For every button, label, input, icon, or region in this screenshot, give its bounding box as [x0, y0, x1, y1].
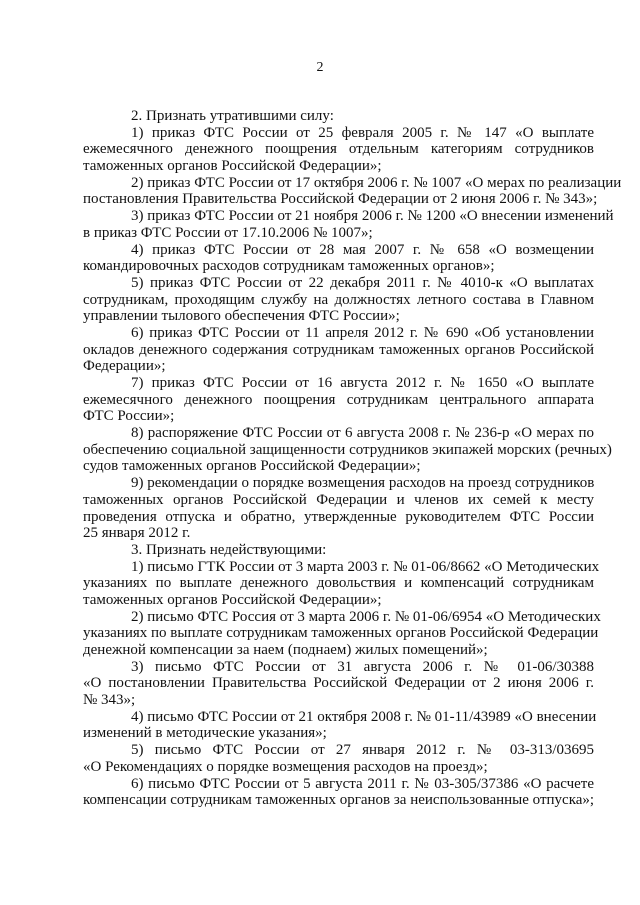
text-line: 7) приказ ФТС России от 16 августа 2012 г. № 1650 «О выплате [131, 375, 594, 391]
text-line: 4) приказ ФТС России от 28 мая 2007 г. № 658 «О возмещении [131, 241, 594, 258]
paragraph [83, 242, 594, 275]
text-line: ФТС России»; [83, 408, 175, 425]
text-line: 5) приказ ФТС России от 22 декабря 2011 г. № 4010-к «О выплатах [131, 274, 594, 291]
paragraph [83, 608, 601, 659]
text-line: 1) письмо ГТК России от 3 марта 2003 г. № 01-06/8662 «О Методических [131, 558, 600, 575]
text-line: сотрудникам, проходящим службу на должностях летного состава в Главном [83, 291, 594, 308]
text-line: в приказ ФТС России от 17.10.2006 № 1007»; [83, 224, 373, 241]
text-line: командировочных расходов сотрудникам таможенных органов»; [83, 258, 495, 275]
text-line: указаниях по выплате сотрудникам таможенных органов Российской Федерации [83, 625, 599, 642]
text-line: 3) приказ ФТС России от 21 ноября 2006 г. № 1200 «О внесении изменений [131, 208, 614, 225]
text-line: денежной компенсации за наем (поднаем) жилых помещений»; [83, 642, 488, 658]
text-line: обеспечению социальной защищенности сотрудников экипажей морских (речных) [83, 441, 612, 458]
paragraph [83, 108, 594, 125]
text-line: 4) письмо ФТС России от 21 октября 2008 г. № 01-11/43989 «О внесении [131, 708, 597, 725]
text-line: 8) распоряжение ФТС России от 6 августа 2008 г. № 236-р «О мерах по [131, 425, 594, 442]
text-line: указаниях по выплате денежного довольствия и компенсаций сотрудникам [83, 575, 594, 592]
text-line: 3) письмо ФТС России от 31 августа 2006 г. № 01-06/30388 [131, 658, 594, 675]
text-line: окладов денежного содержания сотрудникам таможенных органов Российской [83, 341, 594, 358]
paragraph [83, 659, 594, 709]
paragraph [83, 325, 594, 375]
text-line: 2. Признать утратившими силу: [131, 108, 334, 124]
text-line: управлении тылового обеспечения ФТС России»; [83, 308, 400, 325]
text-line: постановления Правительства Российской Федерации от 2 июня 2006 г. № 343»; [83, 191, 598, 208]
text-line: изменений в методические указания»; [83, 725, 327, 742]
text-line: 2) приказ ФТС России от 17 октября 2006 г. № 1007 «О мерах по реализации [131, 174, 622, 191]
paragraph [83, 558, 600, 609]
paragraph [83, 475, 594, 542]
paragraph [83, 125, 594, 175]
paragraph [83, 742, 594, 775]
text-line: «О постановлении Правительства Российской Федерации от 2 июня 2006 г. [83, 675, 594, 692]
paragraph [83, 208, 614, 241]
text-line: ежемесячного денежного поощрения отдельным категориям сотрудников [83, 141, 594, 158]
paragraph [83, 708, 597, 742]
text-line: 5) письмо ФТС России от 27 января 2012 г. № 03-313/03695 [131, 742, 594, 759]
text-line: компенсации сотрудникам таможенных органов за неиспользованные отпуска»; [83, 792, 595, 809]
text-line: ежемесячного денежного поощрения сотрудникам центрального аппарата [83, 391, 594, 408]
paragraph [83, 776, 594, 809]
text-line: 25 января 2012 г. [83, 525, 191, 542]
text-line: 1) приказ ФТС России от 25 февраля 2005 г. № 147 «О выплате [131, 124, 594, 141]
paragraph [83, 275, 594, 325]
text-line: проведения отпуска и обратно, утвержденные руководителем ФТС России [83, 508, 594, 525]
text-line: 6) письмо ФТС России от 5 августа 2011 г. № 03-305/37386 «О расчете [131, 775, 594, 792]
text-line: 6) приказ ФТС России от 11 апреля 2012 г. № 690 «Об установлении [131, 324, 594, 341]
text-line: 9) рекомендации о порядке возмещения расходов на проезд сотрудников [131, 475, 595, 492]
document-body [83, 108, 622, 809]
paragraph [83, 174, 622, 208]
text-line: 2) письмо ФТС Россия от 3 марта 2006 г. № 01-06/6954 «О Методических [131, 608, 601, 625]
page-number: 2 [316, 60, 324, 75]
paragraph [83, 375, 594, 425]
paragraph [83, 425, 612, 475]
text-line: 3. Признать недействующими: [131, 541, 327, 558]
text-line: таможенных органов Российской Федерации»; [83, 158, 382, 175]
text-line: № 343»; [83, 692, 136, 709]
text-line: судов таможенных органов Российской Федерации»; [83, 458, 421, 475]
text-line: таможенных органов Российской Федерации»; [83, 591, 382, 608]
paragraph [83, 542, 594, 559]
text-line: таможенных органов Российской Федерации и членов их семей к месту [83, 491, 594, 508]
text-line: «О Рекомендациях о порядке возмещения расходов на проезд»; [83, 758, 488, 775]
text-line: Федерации»; [83, 358, 166, 375]
